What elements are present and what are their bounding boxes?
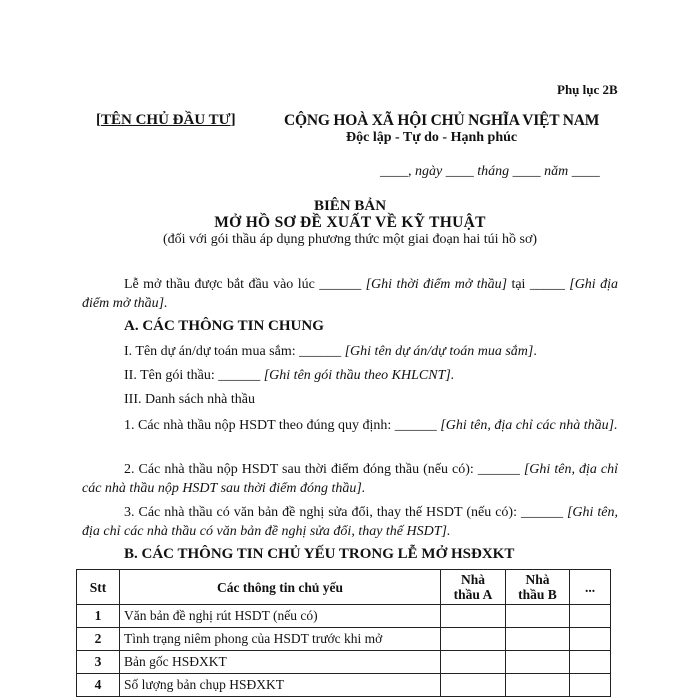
contractors-amend-paragraph <box>82 503 618 541</box>
section-b-heading: B. CÁC THÔNG TIN CHỦ YẾU TRONG LỄ MỞ HSĐXKT <box>124 546 515 562</box>
appendix-label: Phụ lục 2B <box>557 82 618 97</box>
bid-opening-info-table <box>76 569 611 697</box>
date-line: ____, ngày ____ tháng ____ năm ____ <box>380 164 600 179</box>
investor-name-placeholder <box>96 112 236 129</box>
intro-hint-place: [Ghi địa điểm mở thầu]. <box>82 277 618 311</box>
national-title: CỘNG HOÀ XÃ HỘI CHỦ NGHĨA VIỆT NAM <box>284 112 600 129</box>
row-contractor-a-cell[interactable] <box>441 605 506 628</box>
row-contractor-b-cell[interactable] <box>506 605 570 628</box>
row-stt: 2 <box>77 628 120 651</box>
table-row <box>77 605 611 628</box>
row-contractor-b-cell[interactable] <box>506 651 570 674</box>
national-motto: Độc lập - Tự do - Hạnh phúc <box>346 130 518 145</box>
row-contractor-a-cell[interactable] <box>441 651 506 674</box>
table-header-row <box>77 570 611 605</box>
table-row <box>77 628 611 651</box>
package-name-label: II. Tên gói thầu: ______ <box>124 368 264 383</box>
row-more-cell[interactable] <box>570 605 611 628</box>
header-a-line1: Nhà <box>460 572 485 587</box>
row-more-cell[interactable] <box>570 628 611 651</box>
bracket-close: ] <box>230 112 236 128</box>
row-stt: 1 <box>77 605 120 628</box>
period: . <box>533 344 537 359</box>
contractors-on-time-paragraph <box>82 416 618 435</box>
contractors-on-time-label: 1. Các nhà thầu nộp HSDT theo đúng quy định: ______ <box>124 418 441 433</box>
contractor-list-heading: III. Danh sách nhà thầu <box>124 392 256 407</box>
project-name-label: I. Tên dự án/dự toán mua sắm: ______ <box>124 344 345 359</box>
row-info: Văn bản đề nghị rút HSDT (nếu có) <box>120 605 441 628</box>
row-stt: 4 <box>77 674 120 697</box>
header-main-info: Các thông tin chủ yếu <box>120 570 441 605</box>
row-contractor-b-cell[interactable] <box>506 628 570 651</box>
row-more-cell[interactable] <box>570 674 611 697</box>
investor-name: TÊN CHỦ ĐẦU TƯ <box>101 112 231 128</box>
header-a-line2: thầu A <box>453 587 493 602</box>
row-contractor-a-cell[interactable] <box>441 674 506 697</box>
header-b-line2: thầu B <box>518 587 557 602</box>
table-row <box>77 674 611 697</box>
row-info: Tình trạng niêm phong của HSDT trước khi mở <box>120 628 441 651</box>
intro-text: Lễ mở thầu được bắt đầu vào lúc ______ <box>124 277 366 292</box>
project-name-line <box>124 344 537 360</box>
header-more: ... <box>570 570 611 605</box>
intro-paragraph <box>82 275 618 313</box>
header-contractor-b <box>506 570 570 605</box>
header-b-line1: Nhà <box>525 572 550 587</box>
contractors-on-time-hint: [Ghi tên, địa chỉ các nhà thầu]. <box>440 418 618 433</box>
contractors-amend-label: 3. Các nhà thầu có văn bản đề nghị sửa đổi, thay thế HSDT (nếu có): ______ <box>124 505 567 520</box>
contractors-late-label: 2. Các nhà thầu nộp HSDT sau thời điểm đóng thầu (nếu có): ______ <box>124 462 524 477</box>
section-a-heading: A. CÁC THÔNG TIN CHUNG <box>124 318 324 334</box>
document-scope-note: (đối với gói thầu áp dụng phương thức một giai đoạn hai túi hồ sơ) <box>162 232 538 247</box>
bracket-open: [ <box>96 112 101 128</box>
header-stt: Stt <box>77 570 120 605</box>
document-title: BIÊN BẢN <box>313 198 387 214</box>
row-stt: 3 <box>77 651 120 674</box>
project-name-hint: [Ghi tên dự án/dự toán mua sắm] <box>344 344 534 359</box>
contractors-late-hint: [Ghi tên, địa chỉ các nhà thầu nộp HSDT sau thời điểm đóng thầu]. <box>82 462 618 496</box>
contractors-amend-hint: [Ghi tên, địa chỉ các nhà thầu có văn bản đề nghị sửa đổi, thay thế HSDT]. <box>82 505 618 539</box>
row-contractor-a-cell[interactable] <box>441 628 506 651</box>
row-info: Số lượng bản chụp HSĐXKT <box>120 674 441 697</box>
table-row <box>77 651 611 674</box>
row-more-cell[interactable] <box>570 651 611 674</box>
intro-text-place: tại _____ <box>507 277 570 292</box>
header-contractor-a <box>441 570 506 605</box>
row-info: Bản gốc HSĐXKT <box>120 651 441 674</box>
intro-hint-time: [Ghi thời điểm mở thầu] <box>365 277 508 292</box>
document-subtitle: MỞ HỒ SƠ ĐỀ XUẤT VỀ KỸ THUẬT <box>214 214 486 231</box>
package-name-line <box>124 368 454 384</box>
contractors-late-paragraph <box>82 460 618 498</box>
row-contractor-b-cell[interactable] <box>506 674 570 697</box>
package-name-hint: [Ghi tên gói thầu theo KHLCNT]. <box>263 368 455 383</box>
